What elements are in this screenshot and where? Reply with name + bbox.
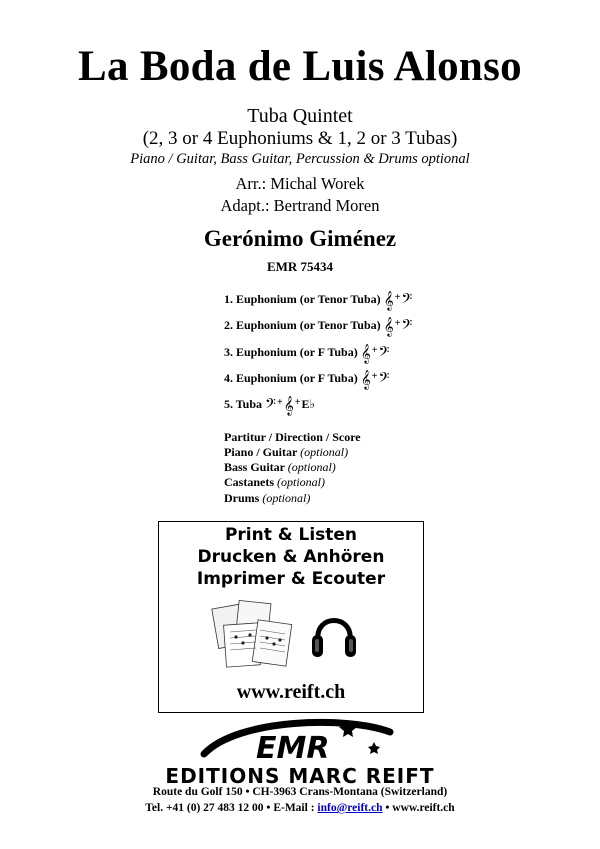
- plus-sign: +: [294, 397, 301, 408]
- part-item: [224, 370, 389, 390]
- treble-clef-icon: 𝄞: [360, 370, 371, 390]
- part-label: 2. Euphonium (or Tenor Tuba): [224, 318, 381, 332]
- plus-sign: +: [394, 318, 401, 329]
- promo-line-imprimer: Imprimer & Ecouter: [196, 569, 386, 589]
- adapter: Adapt.: Bertrand Moren: [220, 196, 380, 215]
- plus-sign: +: [276, 397, 283, 408]
- bass-clef-icon: 𝄢: [378, 370, 390, 390]
- e-flat-label: E♭: [301, 397, 316, 411]
- instrumentation: (2, 3 or 4 Euphoniums & 1, 2 or 3 Tubas): [142, 128, 458, 149]
- promo-box: [158, 521, 424, 713]
- treble-clef-icon: 𝄞: [360, 344, 371, 364]
- treble-clef-icon: 𝄞: [383, 291, 394, 311]
- optional-note: (optional): [300, 445, 349, 459]
- part-item: [224, 396, 315, 416]
- bass-clef-icon: 𝄢: [401, 317, 413, 337]
- part-item: [224, 317, 412, 337]
- optional-instruments: Piano / Guitar, Bass Guitar, Percussion & Drums optional: [130, 151, 470, 167]
- extra-item: [224, 491, 310, 506]
- extra-item: [224, 460, 336, 475]
- promo-line-print: Print & Listen: [224, 525, 358, 545]
- publisher-name: EDITIONS MARC REIFT: [165, 764, 435, 788]
- email-link[interactable]: info@reift.ch: [317, 802, 383, 814]
- website-url[interactable]: www.reift.ch: [236, 681, 346, 703]
- part-label: 3. Euphonium (or F Tuba): [224, 345, 358, 359]
- headphones-icon: [309, 602, 359, 664]
- bass-clef-icon: 𝄢: [401, 291, 413, 311]
- plus-sign: +: [394, 292, 401, 303]
- part-label: 1. Euphonium (or Tenor Tuba): [224, 292, 381, 306]
- emr-logo-icon: [198, 716, 398, 764]
- contact-tel: Tel. +41 (0) 27 483 12 00 • E-Mail :: [145, 802, 318, 814]
- contact-web: • www.reift.ch: [382, 802, 455, 814]
- extra-item: [224, 430, 361, 445]
- optional-note: (optional): [262, 491, 311, 505]
- extra-label: Bass Guitar: [224, 460, 285, 474]
- bass-clef-icon: 𝄢: [265, 396, 276, 416]
- catalog-number: EMR 75434: [266, 259, 334, 274]
- sheet-music-icon: [211, 600, 297, 670]
- part-label: 4. Euphonium (or F Tuba): [224, 371, 358, 385]
- publisher-address: Route du Golf 150 • CH-3963 Crans-Montana (Switzerland): [152, 786, 448, 798]
- arranger: Arr.: Michal Worek: [235, 174, 365, 193]
- plus-sign: +: [371, 371, 378, 382]
- extra-label: Piano / Guitar: [224, 445, 298, 459]
- publisher-contact: [0, 802, 600, 814]
- logo-text: EMR: [256, 731, 330, 764]
- part-item: [224, 344, 389, 364]
- bass-clef-icon: 𝄢: [378, 344, 390, 364]
- plus-sign: +: [371, 345, 378, 356]
- part-item: [224, 291, 412, 311]
- optional-note: (optional): [287, 460, 336, 474]
- promo-line-drucken: Drucken & Anhören: [197, 547, 385, 567]
- extra-label: Castanets: [224, 475, 274, 489]
- extra-item: [224, 445, 348, 460]
- score-title: La Boda de Luis Alonso: [78, 43, 522, 90]
- subtitle: Tuba Quintet: [247, 105, 353, 127]
- part-label: 5. Tuba: [224, 397, 263, 411]
- composer: Gerónimo Giménez: [203, 226, 397, 251]
- treble-clef-icon: 𝄞: [283, 396, 294, 416]
- optional-note: (optional): [277, 475, 325, 489]
- extra-label: Partitur / Direction / Score: [224, 430, 361, 444]
- treble-clef-icon: 𝄞: [383, 317, 394, 337]
- extra-item: [224, 475, 325, 490]
- extra-label: Drums: [224, 491, 260, 505]
